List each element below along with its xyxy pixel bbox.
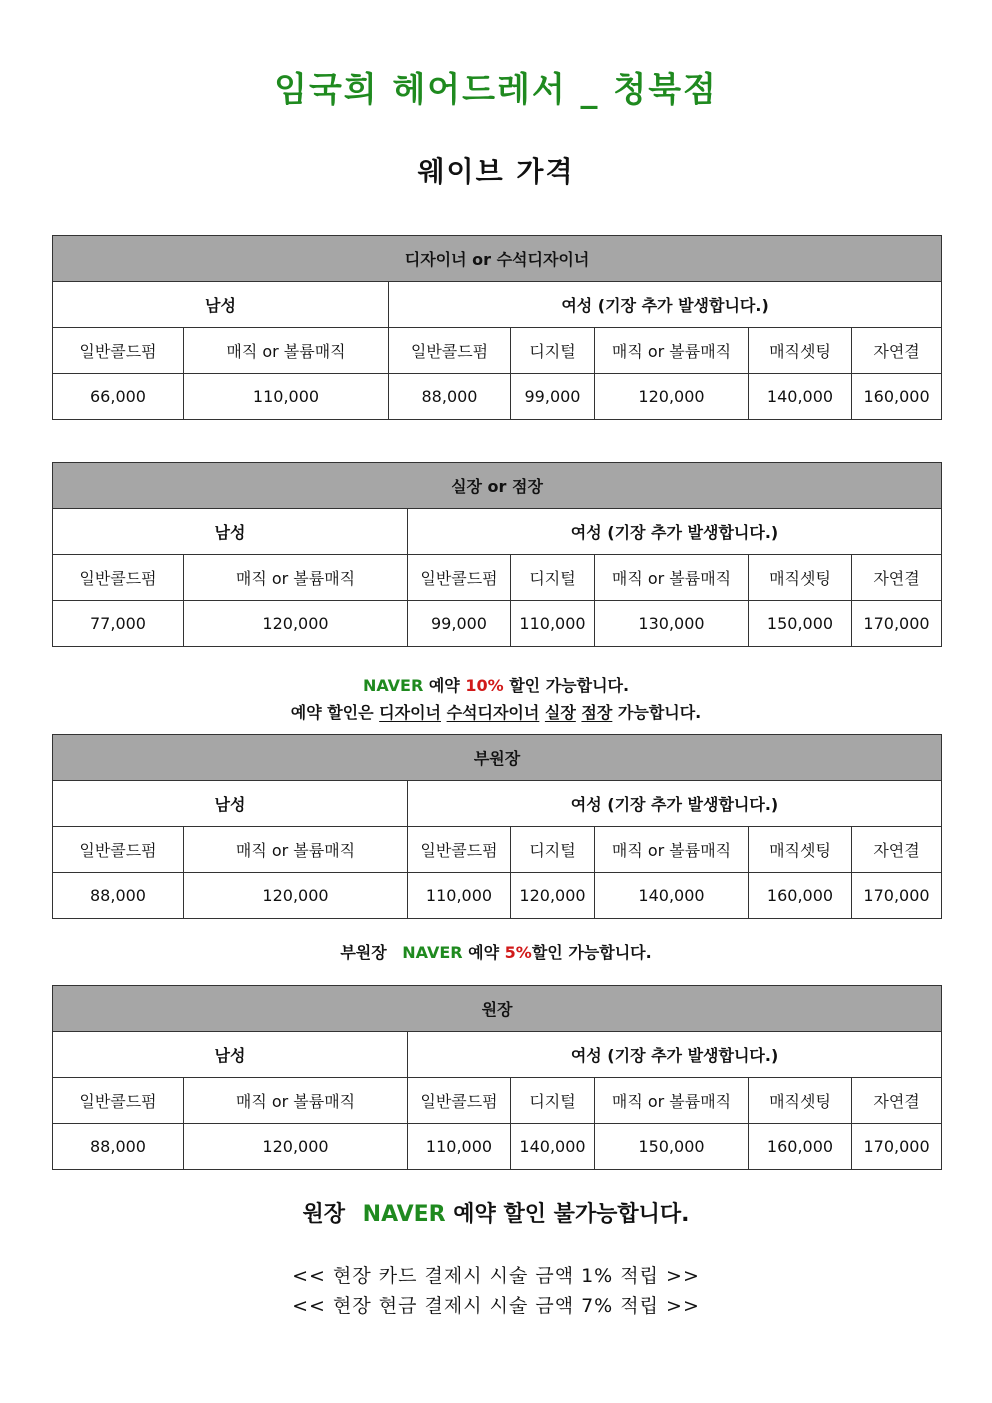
price-cell: 160,000 [749, 1124, 852, 1170]
column-header: 매직셋팅 [749, 555, 852, 601]
price-cell: 120,000 [184, 873, 408, 919]
page-subtitle: 웨이브 가격 [417, 155, 575, 188]
card-reward-note: << 현장 카드 결제시 시술 금액 1% 적립 >> [292, 1265, 700, 1287]
grade-header: 원장 [53, 986, 942, 1032]
price-cell: 170,000 [852, 873, 942, 919]
column-header: 매직셋팅 [749, 1078, 852, 1124]
price-cell: 160,000 [749, 873, 852, 919]
column-header: 매직 or 볼륨매직 [595, 1078, 749, 1124]
naver-label: NAVER [402, 943, 463, 962]
note-text: 예약 [428, 676, 460, 695]
price-cell: 150,000 [595, 1124, 749, 1170]
column-header: 매직 or 볼륨매직 [184, 827, 408, 873]
cash-reward-note: << 현장 현금 결제시 시술 금액 7% 적립 >> [292, 1295, 700, 1317]
price-table-vice-director [52, 734, 942, 919]
column-header: 매직 or 볼륨매직 [184, 555, 408, 601]
note-text: 예약 할인 불가능합니다. [453, 1202, 690, 1227]
female-header: 여성 (기장 추가 발생합니다.) [408, 1032, 942, 1078]
column-header: 일반콜드펌 [53, 555, 184, 601]
price-cell: 120,000 [511, 873, 595, 919]
price-table-designer [52, 235, 942, 420]
column-header: 매직 or 볼륨매직 [595, 827, 749, 873]
column-header: 디지털 [511, 328, 595, 374]
column-header: 자연결 [852, 555, 942, 601]
male-header: 남성 [53, 1032, 408, 1078]
eligible-role: 실장 [544, 703, 576, 722]
price-cell: 120,000 [184, 601, 408, 647]
note-text: 예약 할인은 [290, 703, 374, 722]
column-header: 매직셋팅 [749, 328, 852, 374]
eligible-role: 수석디자이너 [446, 703, 540, 722]
role-label: 원장 [302, 1202, 345, 1227]
column-header: 일반콜드펌 [53, 328, 184, 374]
eligible-role: 디자이너 [379, 703, 441, 722]
grade-header: 디자이너 or 수석디자이너 [53, 236, 942, 282]
price-table-director [52, 985, 942, 1170]
price-cell: 110,000 [511, 601, 595, 647]
price-cell: 140,000 [511, 1124, 595, 1170]
price-cell: 140,000 [595, 873, 749, 919]
column-header: 일반콜드펌 [389, 328, 511, 374]
price-cell: 110,000 [184, 374, 389, 420]
price-cell: 140,000 [749, 374, 852, 420]
price-cell: 150,000 [749, 601, 852, 647]
price-cell: 120,000 [184, 1124, 408, 1170]
male-header: 남성 [53, 509, 408, 555]
note-text: 가능합니다. [617, 703, 702, 722]
note-text: 예약 [468, 943, 500, 962]
discount-rate: 10% [465, 676, 504, 695]
page-title: 임국희 헤어드레서 _ 청북점 [274, 70, 718, 110]
price-cell: 99,000 [408, 601, 511, 647]
naver-label: NAVER [362, 676, 424, 695]
price-cell: 170,000 [852, 601, 942, 647]
male-header: 남성 [53, 781, 408, 827]
price-cell: 66,000 [53, 374, 184, 420]
note-text: 할인 가능합니다. [531, 943, 652, 962]
female-header: 여성 (기장 추가 발생합니다.) [408, 509, 942, 555]
column-header: 디지털 [511, 1078, 595, 1124]
grade-header: 부원장 [53, 735, 942, 781]
price-cell: 99,000 [511, 374, 595, 420]
column-header: 매직 or 볼륨매직 [184, 328, 389, 374]
price-cell: 160,000 [852, 374, 942, 420]
price-cell: 88,000 [53, 873, 184, 919]
column-header: 자연결 [852, 328, 942, 374]
price-cell: 170,000 [852, 1124, 942, 1170]
note-text: 할인 가능합니다. [509, 676, 630, 695]
price-cell: 110,000 [408, 1124, 511, 1170]
column-header: 디지털 [511, 555, 595, 601]
price-table-manager [52, 462, 942, 647]
discount-eligibility-note [0, 700, 992, 723]
column-header: 매직 or 볼륨매직 [184, 1078, 408, 1124]
price-cell: 88,000 [53, 1124, 184, 1170]
vice-director-discount-note [0, 940, 992, 963]
role-label: 부원장 [340, 943, 387, 962]
column-header: 매직셋팅 [749, 827, 852, 873]
price-cell: 130,000 [595, 601, 749, 647]
price-cell: 110,000 [408, 873, 511, 919]
column-header: 디지털 [511, 827, 595, 873]
column-header: 일반콜드펌 [408, 1078, 511, 1124]
column-header: 자연결 [852, 1078, 942, 1124]
price-cell: 77,000 [53, 601, 184, 647]
eligible-role: 점장 [581, 703, 613, 722]
column-header: 일반콜드펌 [408, 827, 511, 873]
column-header: 매직 or 볼륨매직 [595, 555, 749, 601]
naver-label: NAVER [362, 1202, 446, 1227]
column-header: 일반콜드펌 [53, 827, 184, 873]
column-header: 일반콜드펌 [53, 1078, 184, 1124]
column-header: 일반콜드펌 [408, 555, 511, 601]
female-header: 여성 (기장 추가 발생합니다.) [408, 781, 942, 827]
price-cell: 88,000 [389, 374, 511, 420]
male-header: 남성 [53, 282, 389, 328]
naver-discount-note [0, 673, 992, 696]
price-cell: 120,000 [595, 374, 749, 420]
director-discount-note [0, 1197, 992, 1228]
column-header: 매직 or 볼륨매직 [595, 328, 749, 374]
column-header: 자연결 [852, 827, 942, 873]
grade-header: 실장 or 점장 [53, 463, 942, 509]
female-header: 여성 (기장 추가 발생합니다.) [389, 282, 942, 328]
discount-rate: 5% [504, 943, 532, 962]
